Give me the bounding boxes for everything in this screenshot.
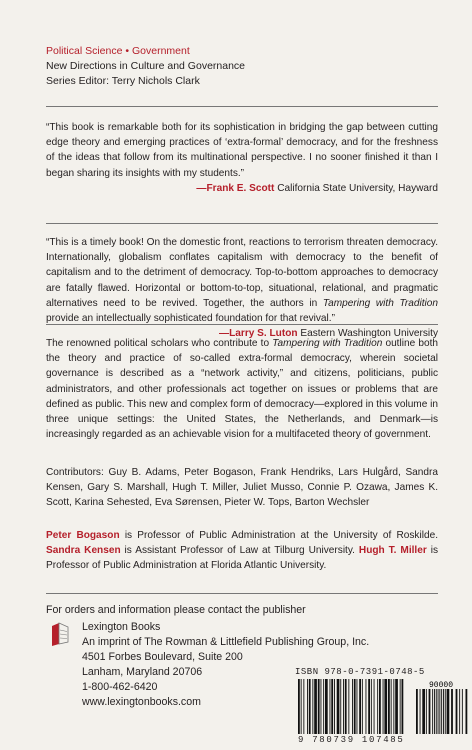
bio-text-2: is Assistant Professor of Law at Tilburg University. — [120, 545, 359, 557]
category-line — [46, 44, 245, 59]
divider — [46, 593, 438, 594]
contributors-list: Contributors: Guy B. Adams, Peter Bogason, Frank Hendriks, Lars Hulgård, Sandra Kensen, Gary S. Marshall, Hugh T. Miller, Juliet Musso, Connie P. Ozawa, James K. Scott, Karina Sehested, Eva Sørensen, Pieter W. Tops, Barton Wechsler — [46, 467, 438, 509]
barcode-bars-icon — [298, 679, 468, 734]
bio-text-3: is Professor of Public Administration at Florida Atlantic University. — [46, 545, 439, 572]
series-block — [46, 44, 245, 89]
quote-1-attribution — [46, 181, 438, 196]
publisher-phone: 1-800-462-6420 — [82, 681, 158, 693]
publisher-name: Lexington Books — [82, 621, 161, 633]
publisher-street: 4501 Forbes Boulevard, Suite 200 — [82, 651, 243, 663]
publisher-website: www.lexingtonbooks.com — [82, 696, 201, 708]
blurb-quote-2 — [46, 235, 438, 341]
bio-name-1: Peter Bogason — [46, 530, 120, 541]
orders-line: For orders and information please contact the publisher — [46, 604, 306, 616]
category-2: Government — [131, 45, 190, 57]
quote-2-text — [46, 235, 438, 326]
bio-name-2: Sandra Kensen — [46, 545, 121, 557]
series-title: New Directions in Culture and Governance — [46, 60, 246, 72]
quote-2-text-after: provide an intellectually sophisticated foundation for that revival.” — [46, 313, 335, 325]
divider — [46, 324, 438, 325]
quote-1-text: “This book is remarkable both for its sophistication in bridging the gap between cutting edge theory and emerging practices of ‘extra-formal’ democracy, and for the freshness of the ideas that follow from its multinational perspective. I no sooner finished it than I began sharing its insights with my students.” — [46, 122, 438, 179]
quote-2-text-before: “This is a timely book! On the domestic front, reactions to terrorism threaten democracy. Internationally, globalism conflates capitalism with democracy to the benefit of capitalism and to the detriment of democracy. Top-to-bottom approaches to democracy are fatally flawed. Horizontal or bottom-to-top, situational, relational, and pragmatic alternatives need to be revived. Together, the authors in — [46, 237, 438, 309]
quote-1-author: —Frank E. Scott — [196, 182, 275, 194]
barcode-number: 9 780739 107485 — [298, 735, 405, 745]
isbn-barcode — [295, 667, 472, 750]
quote-2-author: —Larry S. Luton — [219, 328, 298, 340]
series-editor: Series Editor: Terry Nichols Clark — [46, 75, 200, 87]
category-separator: • — [125, 45, 130, 57]
divider — [46, 106, 438, 107]
price-code: 90000 — [428, 681, 454, 690]
description-after: outline both the theory and practice of so-called extra-formal democracy, wherein societal governance is described as a “network activity,” and citizens, politicians, public administrators, and other professionals act together on issues or problems that are defined as public. This new and complex form of democracy—explored in this volume in three unique settings: the United States, the Netherlands, and Denmark—is increasingly regarded as an achievable vision for a multifaceted theory of government. — [46, 338, 438, 441]
isbn-label: ISBN 978-0-7391-0748-5 — [295, 667, 425, 677]
bio-text-1: is Professor of Public Administration at the University of Roskilde. — [119, 530, 438, 541]
author-bios — [46, 528, 438, 574]
quote-1-affiliation: California State University, Hayward — [277, 182, 438, 194]
description-book-title: Tampering with Tradition — [272, 338, 383, 349]
category-1: Political Science — [46, 45, 123, 57]
quote-2-affiliation: Eastern Washington University — [300, 328, 438, 340]
bio-name-3: Hugh T. Miller — [358, 545, 427, 557]
book-description — [46, 336, 438, 442]
divider — [46, 223, 438, 224]
description-before: The renowned political scholars who contribute to — [46, 338, 273, 349]
blurb-quote-1 — [46, 120, 438, 196]
publisher-city: Lanham, Maryland 20706 — [82, 666, 203, 678]
publisher-logo-icon — [46, 620, 74, 648]
publisher-imprint: An imprint of The Rowman & Littlefield Publishing Group, Inc. — [82, 636, 370, 648]
quote-2-book-title: Tampering with Tradition — [322, 297, 438, 309]
